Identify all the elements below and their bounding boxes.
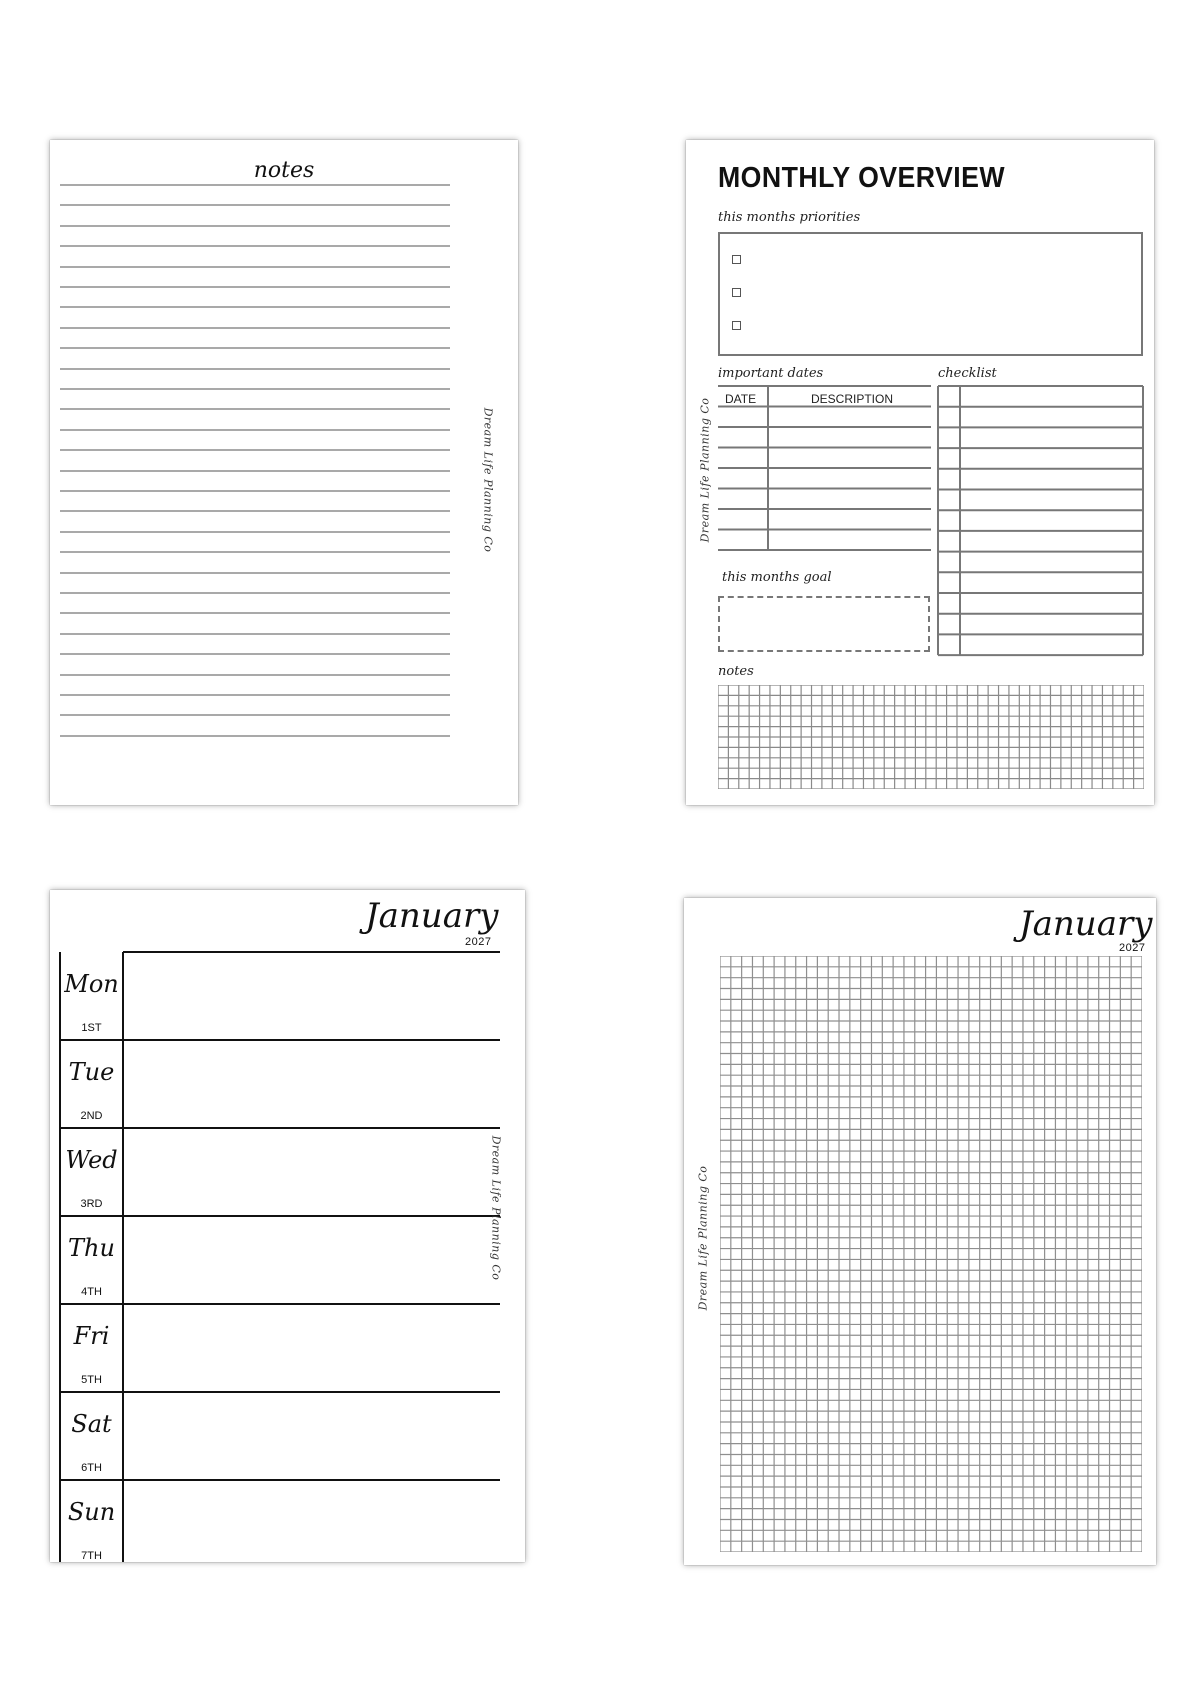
date-column-header: DATE: [725, 392, 757, 406]
graph-grid: [720, 956, 1142, 1552]
important-dates-label: important dates: [718, 366, 824, 381]
day-date-sat: 6TH: [81, 1462, 102, 1474]
day-date-thu: 4TH: [81, 1286, 102, 1298]
priorities-label: this months priorities: [718, 210, 861, 225]
day-name-mon: Mon: [64, 970, 119, 998]
note-line: [60, 327, 450, 329]
monthly-overview-page: [686, 140, 1154, 805]
note-line: [60, 225, 450, 227]
checklist-label: checklist: [938, 366, 997, 381]
note-line: [60, 572, 450, 574]
monthly-overview-title: MONTHLY OVERVIEW: [718, 162, 1006, 194]
month-title: January: [365, 896, 499, 936]
note-line: [60, 694, 450, 696]
day-date-tue: 2ND: [80, 1110, 103, 1122]
day-date-wed: 3RD: [80, 1198, 103, 1210]
goal-box: [718, 596, 930, 652]
note-line: [60, 245, 450, 247]
day-name-wed: Wed: [65, 1146, 118, 1174]
note-line: [60, 266, 450, 268]
brand-watermark: Dream Life Planning Co: [481, 407, 495, 553]
note-line: [60, 653, 450, 655]
year-label: 2027: [465, 936, 492, 948]
notes-lines: [50, 140, 518, 805]
grid-page: [684, 898, 1156, 1565]
day-date-fri: 5TH: [81, 1374, 102, 1386]
weekly-page: [50, 890, 525, 1562]
brand-watermark: Dream Life Planning Co: [489, 1135, 503, 1281]
brand-watermark: Dream Life Planning Co: [698, 397, 712, 543]
note-line: [60, 551, 450, 553]
note-line: [60, 429, 450, 431]
note-line: [60, 510, 450, 512]
year-label: 2027: [1119, 942, 1146, 954]
note-line: [60, 490, 450, 492]
note-line: [60, 184, 450, 186]
note-line: [60, 612, 450, 614]
note-line: [60, 388, 450, 390]
weekly-grid: [50, 890, 525, 1562]
note-line: [60, 347, 450, 349]
day-name-thu: Thu: [68, 1234, 115, 1262]
note-line: [60, 714, 450, 716]
note-line: [60, 470, 450, 472]
goal-label: this months goal: [722, 570, 832, 585]
note-line: [60, 306, 450, 308]
note-line: [60, 368, 450, 370]
month-title: January: [1019, 904, 1153, 944]
notes-page: [50, 140, 518, 805]
day-name-sat: Sat: [71, 1410, 112, 1438]
note-line: [60, 204, 450, 206]
day-date-sun: 7TH: [81, 1550, 102, 1562]
notes-grid: [718, 685, 1144, 789]
notes-label: notes: [718, 664, 754, 679]
day-name-tue: Tue: [68, 1058, 115, 1086]
note-line: [60, 633, 450, 635]
note-line: [60, 674, 450, 676]
note-line: [60, 408, 450, 410]
note-line: [60, 286, 450, 288]
day-name-sun: Sun: [67, 1498, 116, 1526]
day-date-mon: 1ST: [81, 1022, 102, 1034]
notes-title: notes: [253, 158, 315, 183]
day-name-fri: Fri: [73, 1322, 110, 1350]
description-column-header: DESCRIPTION: [811, 392, 894, 406]
brand-watermark: Dream Life Planning Co: [696, 1165, 710, 1311]
note-line: [60, 592, 450, 594]
note-line: [60, 531, 450, 533]
note-line: [60, 449, 450, 451]
note-line: [60, 735, 450, 737]
